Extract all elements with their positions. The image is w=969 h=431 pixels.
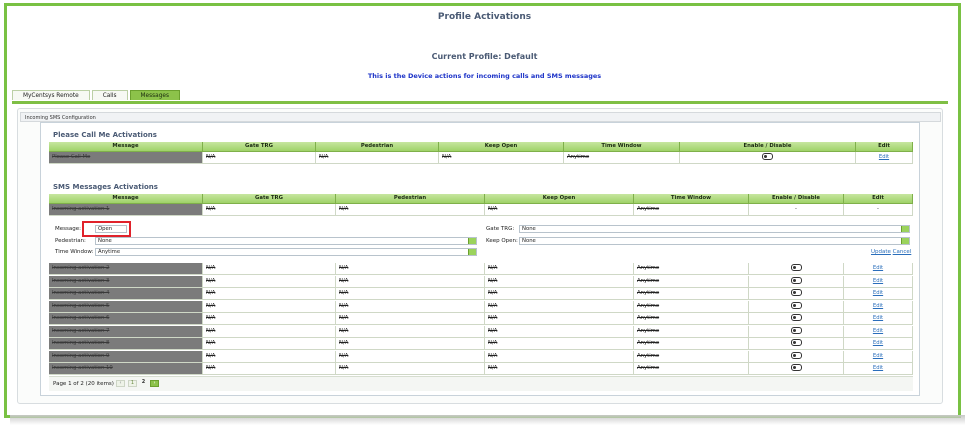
- row-time-window: Anytime: [634, 288, 749, 300]
- chevron-down-icon[interactable]: [468, 249, 476, 255]
- row-enable: [749, 288, 844, 300]
- row-edit: [844, 338, 913, 350]
- row-message: Incoming activation 10: [49, 363, 203, 375]
- row-keep-open: N/A: [439, 152, 564, 164]
- row-message: Incoming activation 3: [49, 276, 203, 288]
- col-header-enable: Enable / Disable: [680, 142, 856, 152]
- current-profile: Current Profile: Default: [431, 52, 538, 61]
- row-edit: [844, 326, 913, 338]
- row-message: Please Call Me: [49, 152, 203, 164]
- keep-open-label: Keep Open:: [486, 238, 518, 244]
- enable-toggle[interactable]: [791, 339, 802, 346]
- row-keep-open: N/A: [485, 363, 634, 375]
- row-pedestrian: N/A: [336, 276, 485, 288]
- next-page-button[interactable]: ›: [150, 380, 159, 387]
- chevron-down-icon[interactable]: [468, 238, 476, 244]
- col-header-message: Message: [49, 194, 203, 204]
- row-pedestrian: N/A: [316, 152, 439, 164]
- sms-section-title: SMS Messages Activations: [53, 183, 158, 191]
- row-pedestrian: N/A: [336, 288, 485, 300]
- row-edit: -: [844, 204, 913, 216]
- col-header-gate: Gate TRG: [203, 194, 336, 204]
- row-enable: [749, 338, 844, 350]
- page-1-button[interactable]: 1: [128, 380, 137, 387]
- row-keep-open: N/A: [485, 276, 634, 288]
- row-edit: [856, 152, 913, 164]
- row-keep-open: N/A: [485, 301, 634, 313]
- row-message: Incoming activation 2: [49, 263, 203, 275]
- tab-underline: [12, 101, 948, 104]
- update-link[interactable]: Update: [871, 249, 891, 255]
- row-enable: [749, 313, 844, 325]
- row-gate: N/A: [203, 263, 336, 275]
- row-edit: [844, 363, 913, 375]
- enable-toggle[interactable]: [791, 352, 802, 359]
- chevron-down-icon[interactable]: [901, 238, 909, 244]
- edit-link[interactable]: Edit: [878, 154, 890, 160]
- page-2-button[interactable]: 2: [141, 379, 146, 385]
- row-gate: N/A: [203, 326, 336, 338]
- row-gate: N/A: [203, 313, 336, 325]
- col-header-message: Message: [49, 142, 203, 152]
- enable-toggle[interactable]: [762, 153, 773, 160]
- row-pedestrian: N/A: [336, 351, 485, 363]
- enable-toggle[interactable]: [791, 289, 802, 296]
- call-section-title: Please Call Me Activations: [53, 131, 157, 139]
- row-edit: [844, 301, 913, 313]
- row-message: Incoming activation 7: [49, 326, 203, 338]
- col-header-edit: Edit: [844, 194, 913, 204]
- row-gate: N/A: [203, 338, 336, 350]
- table-row: [49, 152, 913, 164]
- tab-messages[interactable]: Messages: [130, 90, 180, 100]
- row-keep-open: N/A: [485, 326, 634, 338]
- row-enable: [749, 351, 844, 363]
- enable-toggle[interactable]: [791, 264, 802, 271]
- row-pedestrian: N/A: [336, 263, 485, 275]
- table-row: [49, 338, 913, 350]
- row-gate: N/A: [203, 204, 336, 216]
- page-title: Profile Activations: [437, 12, 532, 22]
- row-keep-open: N/A: [485, 204, 634, 216]
- col-header-enable: Enable / Disable: [749, 194, 844, 204]
- row-edit: [844, 276, 913, 288]
- row-gate: N/A: [203, 351, 336, 363]
- table-row: [49, 288, 913, 300]
- row-message: Incoming activation 8: [49, 338, 203, 350]
- row-edit: [844, 313, 913, 325]
- enable-toggle[interactable]: [791, 327, 802, 334]
- chevron-down-icon[interactable]: [901, 226, 909, 232]
- highlight-box: [82, 221, 131, 237]
- frame-shadow: [10, 415, 965, 425]
- col-header-time-window: Time Window: [634, 194, 749, 204]
- edit-link[interactable]: Edit: [872, 302, 884, 309]
- col-header-keep-open: Keep Open: [485, 194, 634, 204]
- row-message: Incoming activation 9: [49, 351, 203, 363]
- tab-bar: [12, 90, 182, 101]
- pager-info: Page 1 of 2 (20 items): [53, 381, 114, 387]
- row-enable: [749, 363, 844, 375]
- gate-trg-select[interactable]: [519, 225, 910, 233]
- row-time-window: Anytime: [634, 204, 749, 216]
- row-time-window: Anytime: [634, 301, 749, 313]
- tab-calls[interactable]: Calls: [92, 90, 128, 100]
- col-header-gate: Gate TRG: [203, 142, 316, 152]
- table-row: [49, 363, 913, 375]
- row-edit: [844, 351, 913, 363]
- row-enable: -: [749, 204, 844, 216]
- row-enable: [749, 326, 844, 338]
- time-window-label: Time Window:: [55, 249, 94, 255]
- table-header: [49, 194, 913, 204]
- row-pedestrian: N/A: [336, 338, 485, 350]
- row-message: Incoming activation 4: [49, 288, 203, 300]
- pager: [49, 376, 913, 391]
- cancel-link[interactable]: Cancel: [892, 249, 912, 255]
- table-row: [49, 313, 913, 325]
- col-header-edit: Edit: [856, 142, 913, 152]
- table-row: [49, 326, 913, 338]
- pedestrian-value: None: [98, 238, 112, 244]
- row-pedestrian: N/A: [336, 313, 485, 325]
- table-row: [49, 276, 913, 288]
- row-keep-open: N/A: [485, 351, 634, 363]
- table-row-editing: [49, 204, 913, 216]
- gate-trg-label: Gate TRG:: [486, 226, 515, 232]
- keep-open-value: None: [522, 238, 536, 244]
- tab-mycentsys-remote[interactable]: MyCentsys Remote: [12, 90, 90, 100]
- message-label: Message:: [55, 226, 81, 232]
- row-keep-open: N/A: [485, 338, 634, 350]
- row-message: Incoming activation 1: [49, 204, 203, 216]
- panel-title: Incoming SMS Configuration: [20, 112, 941, 122]
- prev-page-button[interactable]: ‹: [116, 380, 125, 387]
- row-gate: N/A: [203, 301, 336, 313]
- edit-link[interactable]: Edit: [872, 327, 884, 334]
- row-pedestrian: N/A: [336, 326, 485, 338]
- edit-link[interactable]: Edit: [872, 265, 884, 271]
- row-time-window: Anytime: [634, 338, 749, 350]
- table-row: [49, 263, 913, 275]
- gate-trg-value: None: [522, 226, 536, 232]
- row-time-window: Anytime: [634, 313, 749, 325]
- row-time-window: Anytime: [634, 326, 749, 338]
- edit-link[interactable]: Edit: [872, 352, 884, 359]
- pedestrian-select[interactable]: [95, 237, 477, 245]
- edit-form: [49, 218, 913, 261]
- time-window-select[interactable]: [95, 248, 477, 256]
- row-time-window: Anytime: [634, 263, 749, 275]
- edit-link[interactable]: Edit: [872, 315, 884, 321]
- row-time-window: Anytime: [634, 351, 749, 363]
- page-description: This is the Device actions for incoming calls and SMS messages: [367, 72, 602, 80]
- keep-open-select[interactable]: [519, 237, 910, 245]
- edit-link[interactable]: Edit: [872, 277, 884, 284]
- col-header-pedestrian: Pedestrian: [336, 194, 485, 204]
- row-pedestrian: N/A: [336, 363, 485, 375]
- table-row: [49, 351, 913, 363]
- row-keep-open: N/A: [485, 313, 634, 325]
- edit-link[interactable]: Edit: [872, 290, 884, 296]
- message-input[interactable]: Open: [95, 225, 127, 233]
- row-gate: N/A: [203, 276, 336, 288]
- row-time-window: Anytime: [634, 363, 749, 375]
- row-enable: [749, 301, 844, 313]
- enable-toggle[interactable]: [791, 314, 802, 321]
- row-gate: N/A: [203, 152, 316, 164]
- enable-toggle[interactable]: [791, 364, 802, 371]
- row-message: Incoming activation 6: [49, 313, 203, 325]
- row-time-window: Anytime: [564, 152, 680, 164]
- time-window-value: Anytime: [98, 249, 121, 255]
- row-enable: [680, 152, 856, 164]
- row-pedestrian: N/A: [336, 301, 485, 313]
- col-header-keep-open: Keep Open: [439, 142, 564, 152]
- form-actions: [871, 249, 911, 255]
- row-edit: [844, 288, 913, 300]
- table-header: [49, 142, 913, 152]
- enable-toggle[interactable]: [791, 277, 802, 284]
- row-gate: N/A: [203, 288, 336, 300]
- row-keep-open: N/A: [485, 288, 634, 300]
- row-keep-open: N/A: [485, 263, 634, 275]
- row-enable: [749, 263, 844, 275]
- row-edit: [844, 263, 913, 275]
- row-enable: [749, 276, 844, 288]
- edit-link[interactable]: Edit: [872, 340, 884, 346]
- enable-toggle[interactable]: [791, 302, 802, 309]
- edit-link[interactable]: Edit: [872, 365, 884, 371]
- row-gate: N/A: [203, 363, 336, 375]
- row-pedestrian: N/A: [336, 204, 485, 216]
- row-message: Incoming activation 5: [49, 301, 203, 313]
- col-header-time-window: Time Window: [564, 142, 680, 152]
- pedestrian-label: Pedestrian:: [55, 238, 86, 244]
- table-row: [49, 301, 913, 313]
- row-time-window: Anytime: [634, 276, 749, 288]
- col-header-pedestrian: Pedestrian: [316, 142, 439, 152]
